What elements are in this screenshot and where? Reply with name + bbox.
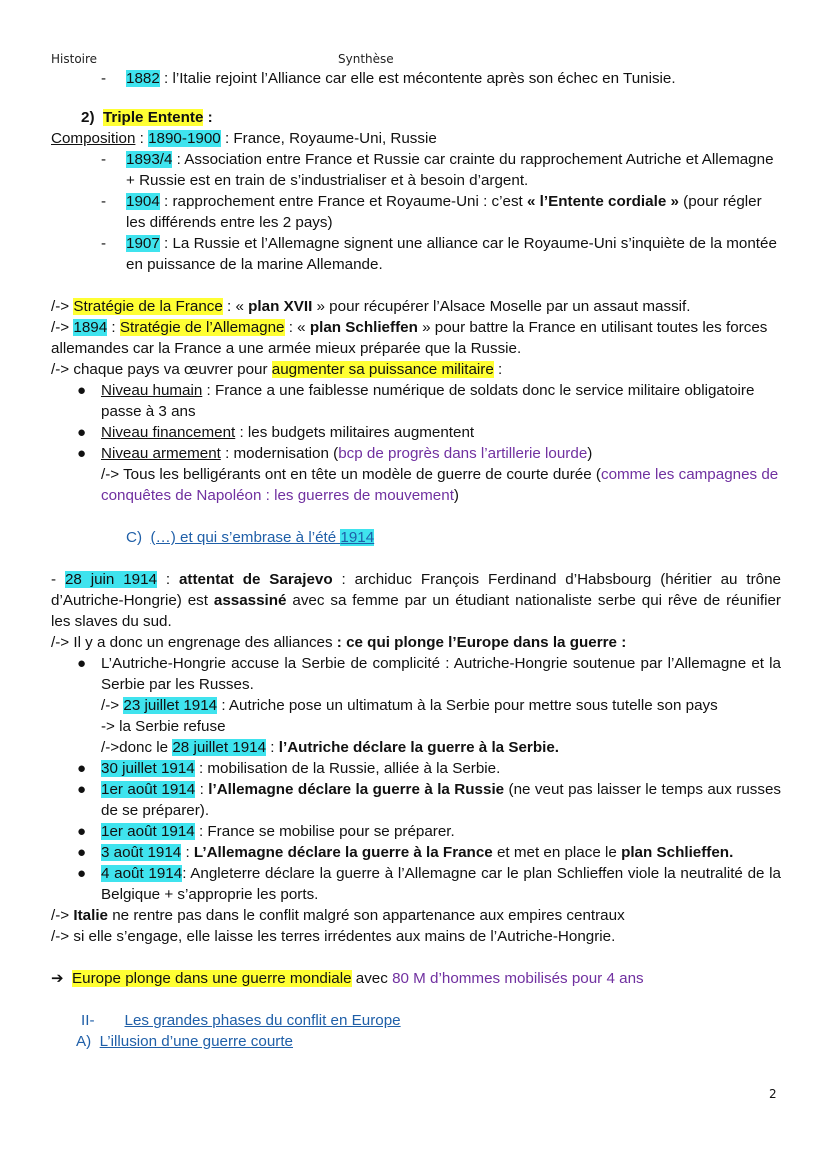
engrenage-line: /-> Il y a donc un engrenage des alliances : ce qui plonge l’Europe dans la guerre : [51, 634, 627, 651]
composition-line: Composition : 1890-1900 : France, Royaume-Uni, Russie [51, 130, 437, 147]
list-item: - 1882 : l’Italie rejoint l’Alliance car elle est mécontente après son échec en Tunisie. [101, 70, 676, 87]
list-item: ● Niveau financement : les budgets militaires augmentent [77, 424, 475, 441]
section-heading-a: A) L’illusion d’une guerre courte [76, 1033, 293, 1050]
list-item: ● Niveau humain : France a une faiblesse numérique de soldats donc le service militaire obligatoire passe à 3 ans [77, 382, 755, 420]
austria-declares-line: /->donc le 28 juillet 1914 : l’Autriche déclare la guerre à la Serbie. [101, 739, 559, 756]
strategy-france: /-> Stratégie de la France : « plan XVII » pour récupérer l’Alsace Moselle par un assaut massif. [51, 298, 691, 315]
header-subject: Histoire [51, 52, 98, 66]
section-heading-c: C) (…) et qui s’embrase à l’été 1914 [126, 529, 375, 546]
arrow-right-icon: ➔ [51, 970, 64, 987]
italy-line: /-> Italie ne rentre pas dans le conflit malgré son appartenance aux empires centraux [51, 907, 625, 924]
list-item: ● 1er août 1914 : France se mobilise pour se préparer. [77, 823, 455, 840]
section-title: Triple Entente [102, 109, 204, 126]
document-body [51, 68, 781, 1052]
list-item: ● 3 août 1914 : L’Allemagne déclare la guerre à la France et met en place le plan Schlieffen. [77, 844, 734, 861]
list-item: - 1893/4 : Association entre France et Russie car crainte du rapprochement Autriche et Allemagne + Russie est en train de s’industrialiser et à besoin d’argent. [101, 151, 774, 189]
list-item: ● 30 juillet 1914 : mobilisation de la Russie, alliée à la Serbie. [77, 760, 501, 777]
list-item: ● L’Autriche-Hongrie accuse la Serbie de complicité : Autriche-Hongrie soutenue par l’Allemagne et la Serbie par les Russes. [77, 655, 781, 693]
short-war-note: /-> Tous les belligérants ont en tête un modèle de guerre de courte durée (comme les campagnes de conquêtes de Napoléon : les guerres de mouvement) [101, 466, 779, 504]
list-item: ● 4 août 1914: Angleterre déclare la guerre à l’Allemagne car le plan Schlieffen viole la neutralité de la Belgique + s’approprie les ports. [77, 865, 781, 903]
italy-note: /-> si elle s’engage, elle laisse les terres irrédentes aux mains de l’Autriche-Hongrie. [51, 928, 616, 945]
section-heading-triple-entente: 2) Triple Entente : [81, 109, 213, 126]
ultimatum-line: /-> 23 juillet 1914 : Autriche pose un ultimatum à la Serbie pour mettre sous tutelle son pays [101, 697, 718, 714]
header-type: Synthèse [338, 52, 394, 66]
list-item: ● 1er août 1914 : l’Allemagne déclare la guerre à la Russie (ne veut pas laisser le temps aux russes de se préparer). [77, 781, 781, 819]
list-item: ● Niveau armement : modernisation (bcp de progrès dans l’artillerie lourde) [77, 445, 593, 462]
strategy-germany: /-> 1894 : Stratégie de l’Allemagne : « plan Schlieffen » pour battre la France en utilisant toutes les forces allemandes car la France a une armée mieux préparée que la Russie. [51, 319, 768, 357]
page-number: 2 [769, 1087, 777, 1101]
list-item: - 1907 : La Russie et l’Allemagne signent une alliance car le Royaume-Uni s’inquiète de la montée en puissance de la marine Allemande. [101, 235, 777, 273]
serbia-refuses-line: -> la Serbie refuse [101, 718, 226, 735]
date-highlight: 1882 [126, 70, 160, 87]
section-heading-ii: II- Les grandes phases du conflit en Europe [81, 1012, 401, 1029]
list-item: - 1904 : rapprochement entre France et Royaume-Uni : c’est « l’Entente cordiale » (pour régler les différends entre les 2 pays) [101, 193, 762, 231]
conclusion-line: ➔ Europe plonge dans une guerre mondiale avec 80 M d’hommes mobilisés pour 4 ans [51, 970, 644, 987]
military-power-line: /-> chaque pays va œuvrer pour augmenter sa puissance militaire : [51, 361, 503, 378]
sarajevo-paragraph: - 28 juin 1914 : attentat de Sarajevo : archiduc François Ferdinand d’Habsbourg (héritier au trône d’Autriche-Hongrie) est assassiné avec sa femme par un étudiant nationaliste serbe qui rêve de réunifier les slaves du sud. [51, 571, 781, 630]
